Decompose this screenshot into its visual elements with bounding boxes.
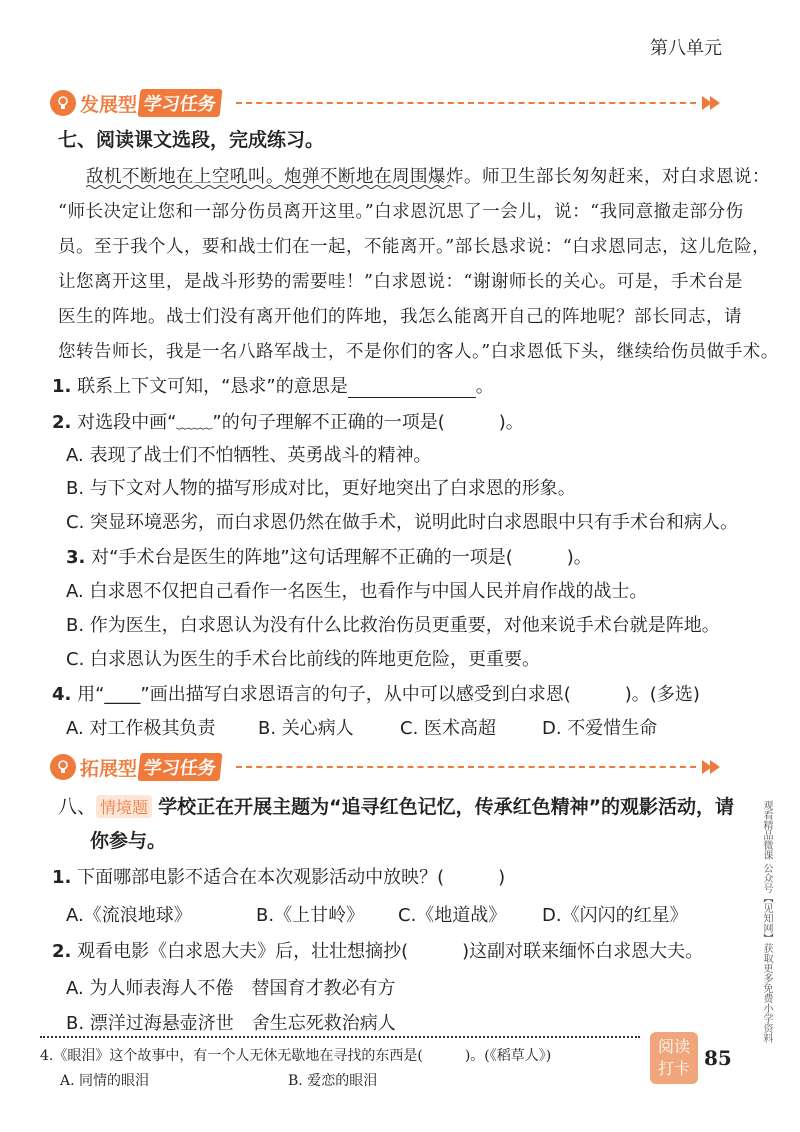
answer-blank[interactable] <box>348 379 476 398</box>
question-7-title: 七、阅读课文选段，完成练习。 <box>58 129 325 151</box>
q7-subquestion-2: 2. 对选段中画“﹏﹏”的句子理解不正确的一项是( )。 <box>52 412 524 433</box>
option[interactable]: A. 白求恩不仅把自己看作一名医生，也看作与中国人民并肩作战的战士。 <box>66 581 648 602</box>
option[interactable]: B.《上甘岭》 <box>256 905 365 926</box>
passage-line: 您转告师长，我是一名八路军战士，不是你们的客人。”白求恩低下头，继续给伤员做手术。 <box>58 342 779 362</box>
divider <box>236 766 696 768</box>
arrow-icon <box>710 760 720 774</box>
option[interactable]: A. 为人师表海人不倦 替国育才教必有方 <box>66 978 396 999</box>
q8-subquestion-1: 1. 下面哪部电影不适合在本次观影活动中放映？( ) <box>52 867 506 888</box>
option[interactable]: A. 表现了战士们不怕牺牲、英勇战斗的精神。 <box>66 445 432 466</box>
option[interactable]: B. 漂洋过海悬壶济世 舍生忘死救治病人 <box>66 1013 396 1034</box>
wavy-underline <box>86 184 456 190</box>
footer-question: 4.《眼泪》这个故事中，有一个人无休无歇地在寻找的东西是( )。(《稻草人》) <box>40 1048 552 1064</box>
q7-subquestion-4: 4. 用“____”画出描写白求恩语言的句子，从中可以感受到白求恩( )。(多选) <box>52 684 700 705</box>
option[interactable]: A.《流浪地球》 <box>66 905 192 926</box>
option[interactable]: D. 不爱惜生命 <box>542 718 658 739</box>
footer-divider <box>40 1036 640 1038</box>
divider <box>236 102 696 104</box>
option[interactable]: B. 作为医生，白求恩认为没有什么比救治伤员更重要，对他来说手术台就是阵地。 <box>66 615 720 636</box>
footer-option[interactable]: A. 同情的眼泪 <box>60 1073 150 1089</box>
q7-subquestion-3: 3. 对“手术台是医生的阵地”这句话理解不正确的一项是( )。 <box>66 547 592 568</box>
question-8-title-cont: 你参与。 <box>90 830 167 852</box>
development-task-banner <box>50 88 221 118</box>
passage-line: “师长决定让您和一部分伤员离开这里。”白求恩沉思了一会儿，说：“我同意撤走部分伤 <box>58 202 744 222</box>
page-number: 85 <box>704 1046 732 1070</box>
option[interactable]: C. 白求恩认为医生的手术台比前线的阵地更危险，更重要。 <box>66 649 541 670</box>
passage-line: 让您离开这里，是战斗形势的需要哇！”白求恩说：“谢谢师长的关心。可是，手术台是 <box>58 272 743 292</box>
banner-task: 学习任务 <box>138 89 223 117</box>
banner-type: 发展型 <box>80 93 138 116</box>
question-8-title: 八、 情境题 学校正在开展主题为“追寻红色记忆，传承红色精神”的观影活动，请 <box>58 796 735 818</box>
reading-checkin-badge[interactable]: 阅读 打卡 <box>650 1032 698 1084</box>
side-note: 观看精品微课 公众号【见知网】获取更多免费小学资料 <box>761 800 772 1044</box>
arrow-icon <box>710 96 720 110</box>
passage-line: 敌机不断地在上空吼叫。炮弹不断地在周围爆炸。师卫生部长匆匆赶来，对白求恩说： <box>86 167 770 187</box>
banner-type: 拓展型 <box>80 757 138 780</box>
footer-option[interactable]: B. 爱恋的眼泪 <box>288 1073 378 1089</box>
option[interactable]: B. 与下文对人物的描写形成对比，更好地突出了白求恩的形象。 <box>66 478 576 499</box>
q7-subquestion-1: 1. 联系上下文可知，“恳求”的意思是 。 <box>52 376 494 397</box>
unit-label: 第八单元 <box>650 38 722 59</box>
lightbulb-icon <box>50 754 76 780</box>
option[interactable]: A. 对工作极其负责 <box>66 718 216 739</box>
option[interactable]: C.《地道战》 <box>398 905 507 926</box>
passage-line: 员。至于我个人，要和战士们在一起，不能离开。”部长恳求说：“白求恩同志，这儿危险， <box>58 237 771 257</box>
q8-subquestion-2: 2. 观看电影《白求恩大夫》后，壮壮想摘抄( )这副对联来缅怀白求恩大夫。 <box>52 941 704 962</box>
scenario-tag: 情境题 <box>96 795 152 818</box>
option[interactable]: B. 关心病人 <box>258 718 354 739</box>
extension-task-banner <box>50 752 221 782</box>
lightbulb-icon <box>50 90 76 116</box>
banner-task: 学习任务 <box>138 753 223 781</box>
option[interactable]: C. 突显环境恶劣，而白求恩仍然在做手术，说明此时白求恩眼中只有手术台和病人。 <box>66 512 739 533</box>
option[interactable]: C. 医术高超 <box>400 718 497 739</box>
passage-line: 医生的阵地。战士们没有离开他们的阵地，我怎么能离开自己的阵地呢？部长同志，请 <box>58 307 742 327</box>
option[interactable]: D.《闪闪的红星》 <box>542 905 688 926</box>
